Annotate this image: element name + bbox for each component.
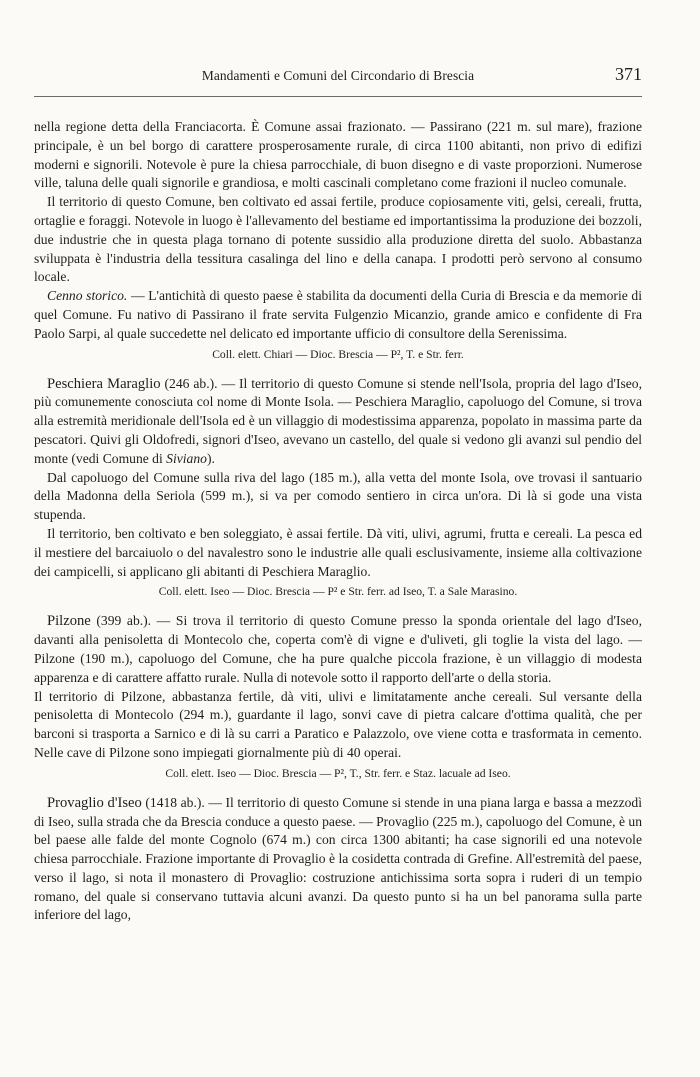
pilzone-electoral-note: Coll. elett. Iseo — Dioc. Brescia — P², T., Str. ferr. e Staz. lacuale ad Iseo. [165,766,511,780]
pilzone-entry [34,612,642,687]
passirano-description: nella regione detta della Franciacorta. È Comune assai frazionato. — Passirano (221 m. sul mare), frazione principale, è un bel borgo di carattere prosperosamente rurale, di circa 1100 abitanti, non privo di edifizi moderni e signorili. Notevole è pure la chiesa parrocchiale, di buon disegno e di vaste proporzioni. Numerose ville, taluna delle quali signorile e grandiosa, e molti cascinali completano come frazioni il nucleo comunale. [34,119,642,191]
provaglio-heading: Provaglio d'Iseo [47,794,142,811]
history-text: — L'antichità di questo paese è stabilita da documenti della Curia di Brescia e da memorie di quel Comune. Fu nativo di Passirano il frate servita Fulgenzio Micanzio, grande amico e confidente di Fra Paolo Sarpi, al quale succedette nel delicato ed importante ufficio di consultore della Serenissima. [34,288,642,341]
provaglio-entry [34,794,642,926]
passirano-electoral-note: Coll. elett. Chiari — Dioc. Brescia — P², T. e Str. ferr. [212,347,464,361]
peschiera-heading: Peschiera Maraglio [47,375,161,392]
passirano-territory: Il territorio di questo Comune, ben coltivato ed assai fertile, produce copiosamente viti, gelsi, cereali, frutta, ortaglie e foraggi. Notevole in luogo è l'allevamento del bestiame ed importantissima la produzione dei bozzoli, due industrie che in questa plaga tornano di potente sussidio alla produzione diretta del suolo. Abbastanza sviluppata è l'industria della tessitura casalinga del lino e della canapa. I prodotti però servono al consumo locale. [34,194,642,285]
peschiera-text-1-end: ). [206,450,215,466]
peschiera-sanctuary: Dal capoluogo del Comune sulla riva del lago (185 m.), alla vetta del monte Isola, ove trovasi il santuario della Madonna della Seriola (599 m.), si va per comodo sentiero in circa un'ora. Di là si gode una vista stupenda. [34,469,642,523]
peschiera-entry [34,375,642,469]
running-title: Mandamenti e Comuni del Circondario di Brescia [201,68,475,83]
passirano-history [34,287,642,343]
peschiera-electoral-note: Coll. elett. Iseo — Dioc. Brescia — P² e Str. ferr. ad Iseo, T. a Sale Marasino. [158,585,518,599]
siviano-reference: Siviano [166,450,207,466]
header-divider [34,96,642,97]
pilzone-heading: Pilzone [47,613,91,630]
history-label: Cenno storico. [47,288,128,304]
provaglio-text-1: (1418 ab.). — Il territorio di questo Comune si stende in una piana larga e bassa a mezzodì di Iseo, sulla strada che da Brescia conduce a questo paese. — Provaglio (225 m.), capoluogo del Comune, è un bel paese alle falde del monte Cognolo (674 m.) con circa 1300 abitanti; ha case signorili ed una notevole chiesa parrocchiale. Frazione importante di Provaglio è la cosidetta contrada di Grefine. All'estremità del paese, verso il lago, si nota il monastero di Provaglio: costruzione antichissima sorta sopra i ruderi di un tempio romano, del quale si conservano tuttavia alcuni avanzi. Da questo punto si ha un bel panorama sulla parte inferiore del lago, [34,794,643,923]
body-text [34,118,642,925]
pilzone-text-1: (399 ab.). — Si trova il territorio di questo Comune presso la sponda orientale del lago d'Iseo, davanti alla penisoletta di Montecolo che, coperta com'è di vigne e d'uliveti, gli toglie la vista del lago. — Pilzone (190 m.), capoluogo del Comune, che ha pure qualche piccola frazione, è un villaggio di modesta apparenza e di carattere affatto rurale. Nulla di notevole sotto il rapporto dell'arte o della storia. [34,613,642,685]
page-number: 371 [615,64,642,84]
peschiera-text-1: (246 ab.). — Il territorio di questo Comune si stende nell'Isola, propria del lago d'Iseo, più comunemente conosciuta col nome di Monte Isola. — Peschiera Maraglio, capoluogo del Comune, si trova alla estremità meridionale dell'Isola ed è un villaggio di modestissima apparenza, popolato in massima parte da pescatori. Quivi gli Oldofredi, signori d'Iseo, avevano un castello, del quale si vedono gli avanzi sul pendio del monte (vedi Comune di [34,375,642,466]
pilzone-territory: Il territorio di Pilzone, abbastanza fertile, dà viti, ulivi e limitatamente anche cereali. Sul versante della penisoletta di Montecolo (294 m.), guardante il lago, sonvi cave di pietra calcare d'ottima qualità, che per barconi si trasporta a Sarnico e di là su carri a Paratico e Palazzolo, ove viene cotta e trasformata in cemento. Nelle cave di Pilzone sono impiegati giornalmente più di 40 operai. [34,688,642,760]
peschiera-territory: Il territorio, ben coltivato e ben soleggiato, è assai fertile. Dà viti, ulivi, agrumi, frutta e cereali. La pesca ed il mestiere del barcaiuolo o del navalestro sono le industrie alle quali esclusivamente, insieme alla coltivazione dei campicelli, si applicano gli abitanti di Peschiera Maraglio. [34,525,642,579]
page-header [34,64,642,88]
